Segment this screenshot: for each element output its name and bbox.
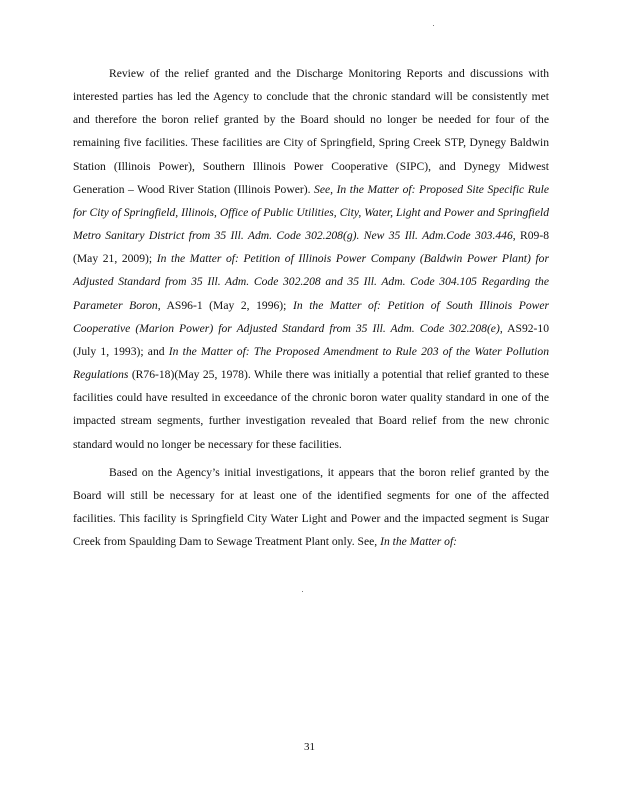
paragraph-1-segment: , R09-8 (May 21, 2009); — [73, 229, 550, 266]
paragraph-1-segment: Review of the relief granted and the Discharge Monitoring Reports and discussions with interested parties has led the Agency to conclude that the chronic standard will be consistently met and therefore the boron relief granted by the Board should no longer be needed for four of the remaining five facilities. These facilities are City of Springfield, Spring Creek STP, Dynegy Baldwin Station (Illinois Power), Southern Illinois Power Cooperative (SIPC), and Dynegy Midwest Generation – Wood River Station (Illinois Power). — [73, 67, 549, 196]
paragraph-1-segment: , AS92-10 (July 1, 1993); and — [73, 321, 550, 358]
page-number: 31 — [304, 741, 315, 753]
paragraph-1 — [73, 62, 549, 456]
case-citation-springfield: See, In the Matter of: Proposed Site Specific Rule for City of Springfield, Illinois, Office of Public Utilities, City, Water, Light and Power and Springfield Metro Sanitary District from 35 Ill. Adm. Code 302.208(g). New 35 Ill. Adm.Code 303.446 — [73, 182, 549, 243]
case-citation-rule-203: In the Matter of: The Proposed Amendment to Rule 203 of the Water Pollution Regulations — [73, 344, 549, 382]
scan-speck — [302, 591, 303, 592]
case-citation-baldwin: In the Matter of: Petition of Illinois Power Company (Baldwin Power Plant) for Adjusted Standard from 35 Ill. Adm. Code 302.208 and 35 Ill. Adm. Code 304.105 Regarding the Parameter Boron — [73, 252, 549, 312]
case-citation-start: In the Matter of: — [380, 535, 458, 549]
paragraph-1-segment: , AS96-1 (May 2, 1996); — [157, 298, 293, 312]
paragraph-2-segment: Based on the Agency’s initial investigations, it appears that the boron relief granted by the Board will still be necessary for at least one of the identified segments for one of the affected facilities. This facility is Springfield City Water Light and Power and the impacted segment is Sugar Creek from Spaulding Dam to Sewage Treatment Plant only. See, — [73, 465, 549, 549]
body-text — [73, 62, 549, 558]
paragraph-1-segment: (R76-18)(May 25, 1978). While there was initially a potential that relief granted to these facilities could have resulted in exceedance of the chronic boron water quality standard in one of the impacted stream segments, further investigation revealed that Board relief from the new chronic standard would no longer be necessary for these facilities. — [73, 368, 549, 451]
case-citation-marion: In the Matter of: Petition of South Illinois Power Cooperative (Marion Power) for Adjusted Standard from 35 Ill. Adm. Code 302.208(e) — [73, 298, 550, 335]
scan-speck — [433, 25, 434, 26]
paragraph-2 — [73, 461, 549, 554]
